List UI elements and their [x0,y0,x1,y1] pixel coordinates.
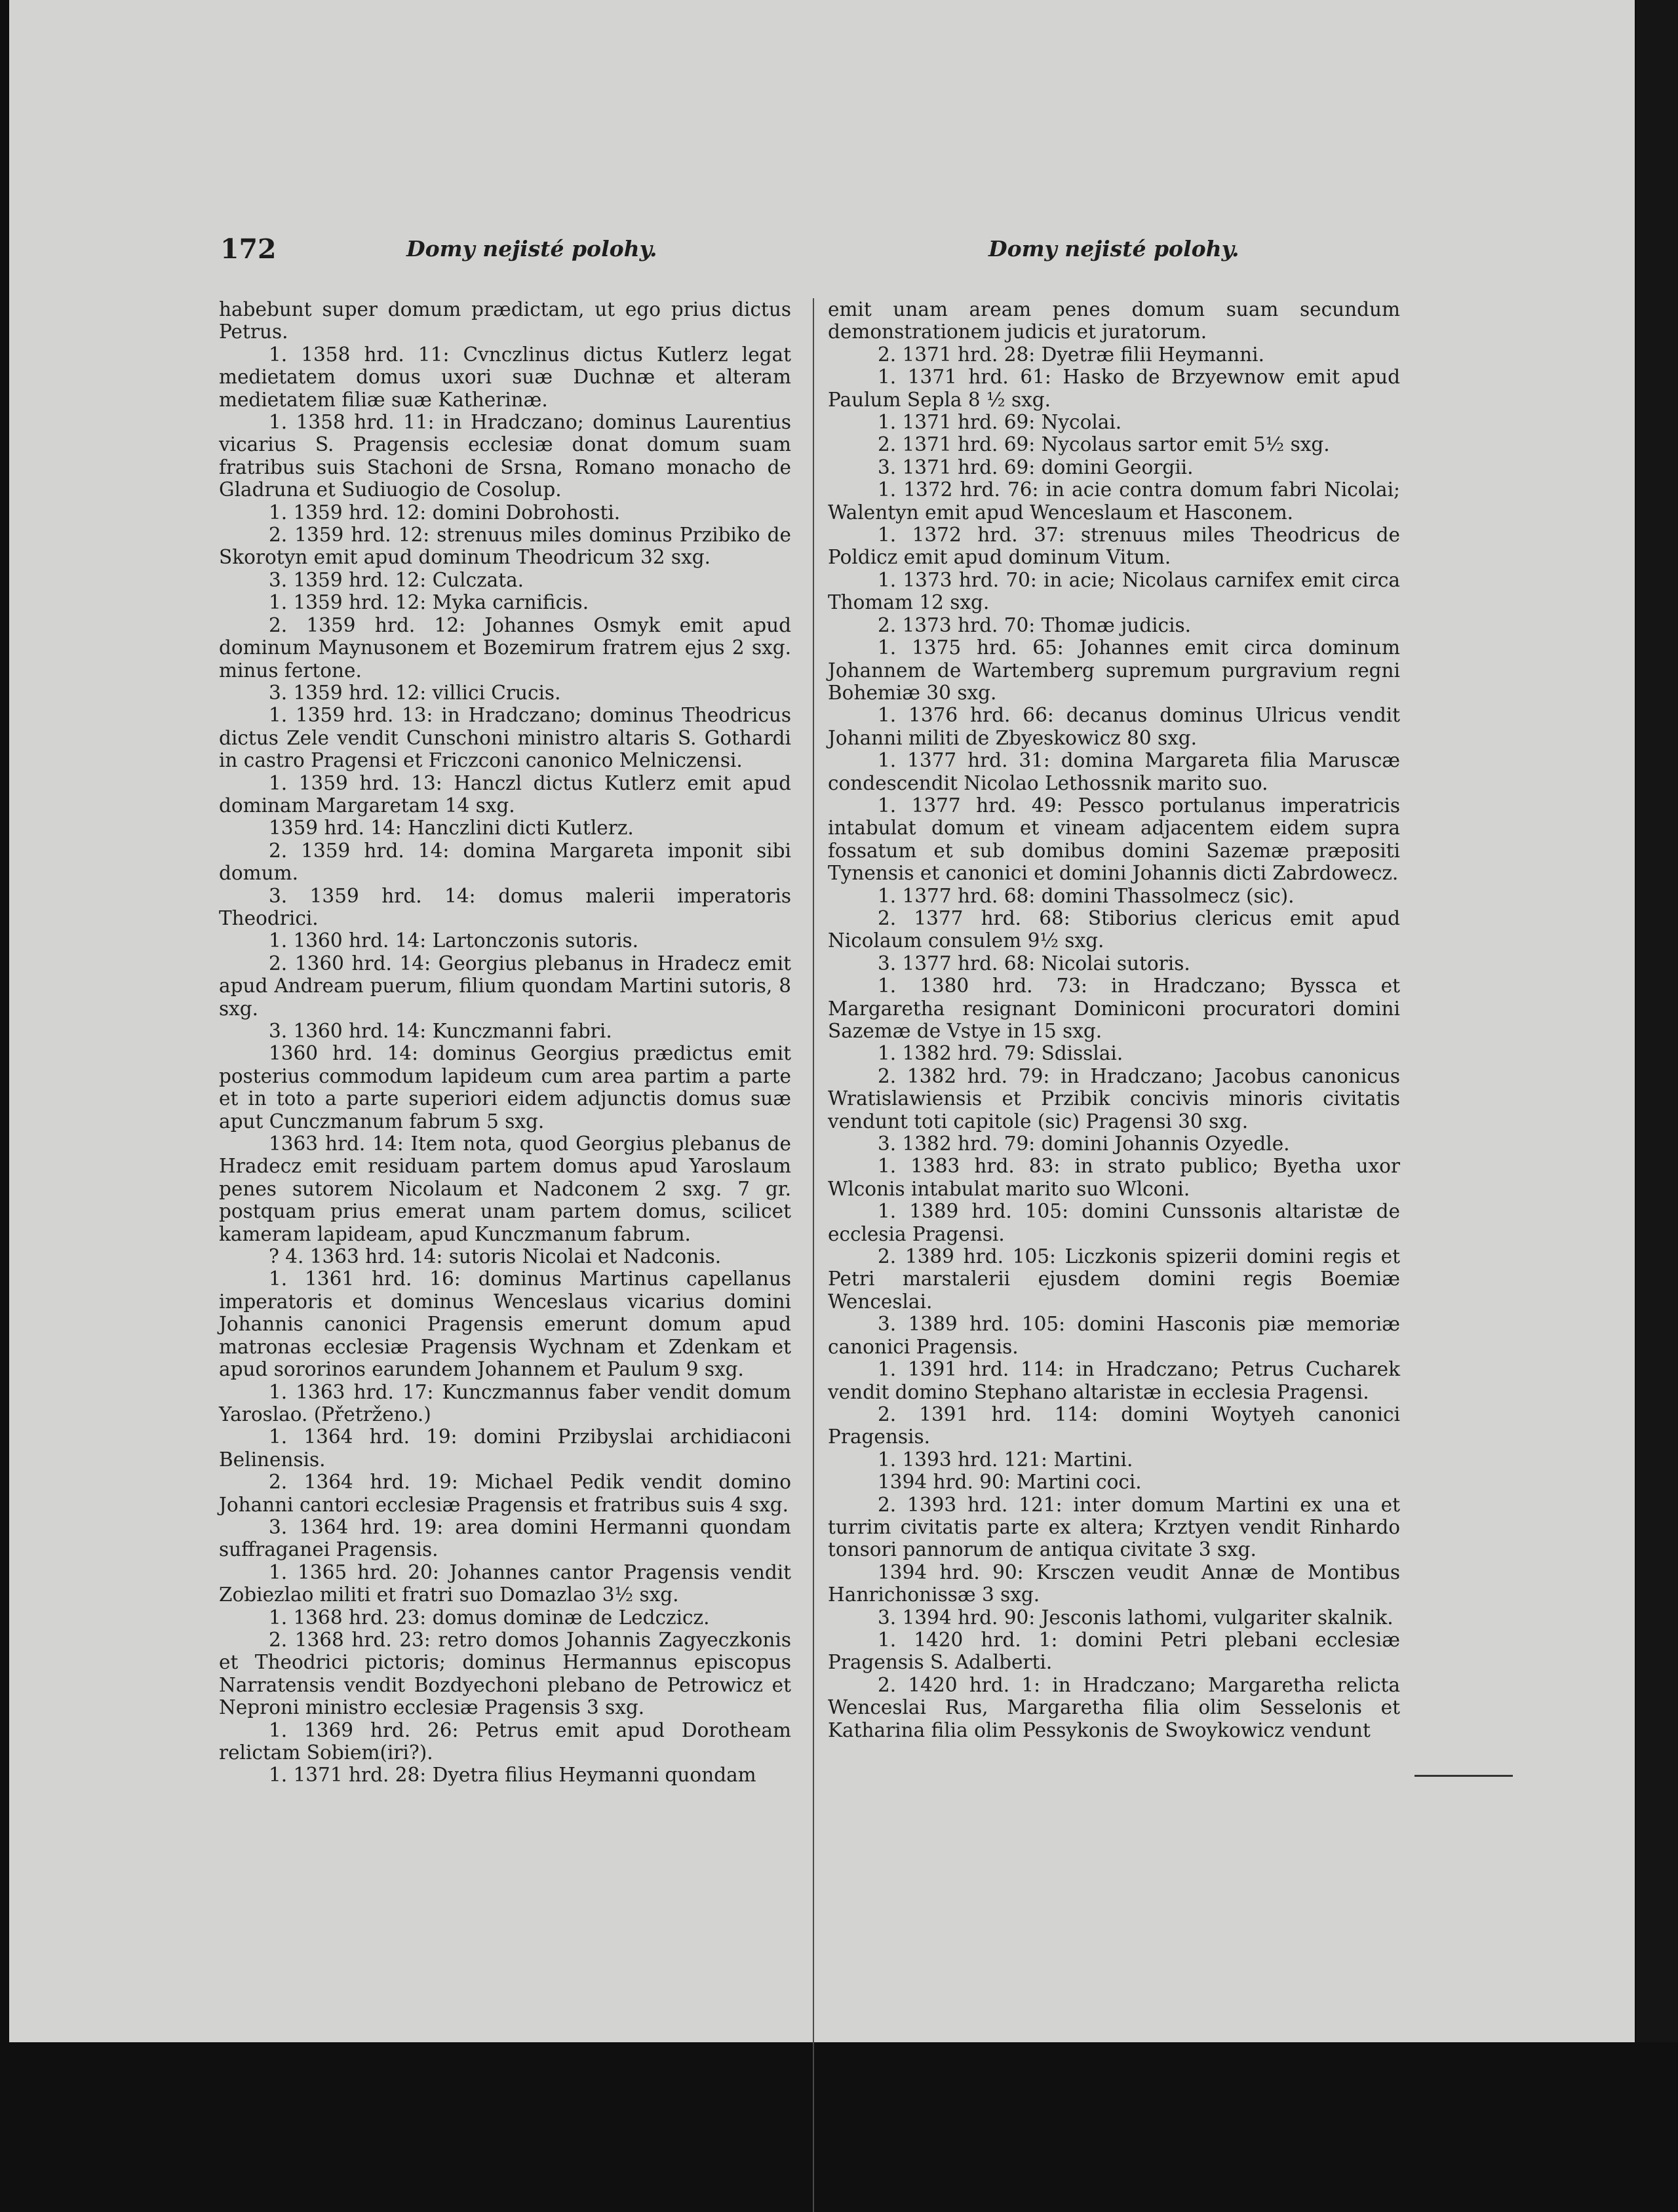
margin-mark [1415,1775,1513,1777]
right-entry: 1. 1393 hrd. 121: Martini. [878,1448,1133,1471]
right-entry: 1. 1383 hrd. 83: in strato publico; Byetha uxor Wlconis intabulat marito suo Wlconi. [828,1155,1400,1200]
right-entry: 2. 1382 hrd. 79: in Hradczano; Jacobus canonicus Wratislawiensis et Przibik concivis minoris civitatis vendunt toti capitole (sic) Pragensi 30 sxg. [828,1064,1400,1133]
left-entry: 3. 1364 hrd. 19: area domini Hermanni quondam suffraganei Pragensis. [219,1515,791,1561]
left-entry: 1359 hrd. 14: Hanczlini dicti Kutlerz. [269,817,634,840]
left-entry: 1. 1360 hrd. 14: Lartonczonis sutoris. [269,929,639,952]
right-entry: 1. 1391 hrd. 114: in Hradczano; Petrus Cucharek vendit domino Stephano altaristæ in ecclesia Pragensi. [828,1358,1400,1403]
left-entry: 2. 1368 hrd. 23: retro domos Johannis Zagyeczkonis et Theodrici pictoris; dominus Hermannus episcopus Narratensis vendit Bozdyechoni plebano de Petrowicz et Neproni ministro ecclesiæ Pragensis 3 sxg. [219,1628,791,1719]
left-entry: 3. 1359 hrd. 12: Culczata. [269,568,524,591]
left-entry: 1. 1358 hrd. 11: in Hradczano; dominus Laurentius vicarius S. Pragensis ecclesiæ donat domum suam fratribus suis Stachoni de Srsna, Romano monacho de Gladruna et Sudiuogio de Cosolup. [219,411,791,501]
right-entry: 2. 1393 hrd. 121: inter domum Martini ex una et turrim civitatis parte ex altera; Krztyen vendit Rinhardo tonsori pannorum de antiqua civitate 3 sxg. [828,1493,1400,1561]
column-divider [813,298,814,2212]
right-entry: 3. 1389 hrd. 105: domini Hasconis piæ memoriæ canonici Pragensis. [828,1313,1400,1358]
right-entry: 2. 1371 hrd. 69: Nycolaus sartor emit 5½ sxg. [878,433,1330,456]
left-entry: 2. 1359 hrd. 12: Johannes Osmyk emit apud dominum Maynusonem et Bozemirum fratrem ejus 2 sxg. minus fertone. [219,613,791,682]
right-entry: 1. 1377 hrd. 31: domina Margareta filia Maruscæ condescendit Nicolao Lethossnik marito suo. [828,749,1400,794]
left-entry: 1360 hrd. 14: dominus Georgius prædictus emit posterius commodum lapideum cum area partim a parte et in toto a parte superiori eidem adjunctis domus suæ aput Cunczmanum fabrum 5 sxg. [219,1042,791,1133]
right-entry: 3. 1377 hrd. 68: Nicolai sutoris. [878,952,1190,975]
right-entry: 3. 1371 hrd. 69: domini Georgii. [878,456,1194,478]
right-entry: 2. 1420 hrd. 1: in Hradczano; Margaretha relicta Wenceslai Rus, Margaretha filia olim Sesselonis et Katharina filia olim Pessykonis de Swoykowicz vendunt [828,1673,1400,1741]
scan-edge [1636,0,1678,2042]
right-entry: 2. 1373 hrd. 70: Thomæ judicis. [878,613,1192,636]
right-entry: 1. 1420 hrd. 1: domini Petri plebani ecclesiæ Pragensis S. Adalberti. [828,1628,1400,1674]
left-entry: 1. 1361 hrd. 16: dominus Martinus capellanus imperatoris et dominus Wenceslaus vicarius domini Johannis canonici Pragensis emerunt domum apud matronas ecclesiæ Pragensis Wychnam et Zdenkam et apud sororinos earundem Johannem et Paulum 9 sxg. [219,1268,791,1381]
left-entry: 3. 1359 hrd. 14: domus malerii imperatoris Theodrici. [219,884,791,929]
left-entry: ? 4. 1363 hrd. 14: sutoris Nicolai et Nadconis. [269,1245,722,1268]
right-entry: 1. 1372 hrd. 37: strenuus miles Theodricus de Poldicz emit apud dominum Vitum. [828,524,1400,569]
right-entry: 1. 1382 hrd. 79: Sdisslai. [878,1042,1123,1065]
left-entry: 2. 1360 hrd. 14: Georgius plebanus in Hradecz emit apud Andream puerum, filium quondam Martini sutoris, 8 sxg. [219,952,791,1020]
left-entry: 1363 hrd. 14: Item nota, quod Georgius plebanus de Hradecz emit residuam partem domus apud Yaroslaum penes sutorem Nicolaum et Nadconem 2 sxg. 7 gr. postquam prius emerat unam partem domus, scilicet kameram lapideam, apud Kunczmanum fabrum. [219,1133,791,1245]
right-entry: 2. 1391 hrd. 114: domini Woytyeh canonici Pragensis. [828,1403,1400,1448]
left-entry: 2. 1364 hrd. 19: Michael Pedik vendit domino Johanni cantori ecclesiæ Pragensis et fratribus suis 4 sxg. [219,1471,791,1516]
left-entry: habebunt super domum prædictam, ut ego prius dictus Petrus. [219,298,791,343]
right-entry: 3. 1382 hrd. 79: domini Johannis Ozyedle. [878,1133,1290,1155]
right-entry: 1. 1371 hrd. 69: Nycolai. [878,411,1122,434]
left-entry: 1. 1359 hrd. 13: Hanczl dictus Kutlerz emit apud dominam Margaretam 14 sxg. [219,771,791,817]
right-entry: 1. 1377 hrd. 49: Pessco portulanus imperatricis intabulat domum et vineam adjacentem eidem supra fossatum et sub domibus domini Sazemæ præpositi Tynensis et canonici et domini Johannis dicti Zabrdowecz. [828,794,1400,885]
left-entry: 1. 1371 hrd. 28: Dyetra filius Heymanni quondam [269,1764,756,1787]
left-entry: 1. 1363 hrd. 17: Kunczmannus faber vendit domum Yaroslao. (Přetrženo.) [219,1380,791,1426]
right-entry: emit unam aream penes domum suam secundum demonstrationem judicis et juratorum. [828,298,1400,343]
right-entry: 1394 hrd. 90: Martini coci. [878,1471,1142,1494]
left-entry: 3. 1360 hrd. 14: Kunczmanni fabri. [269,1020,612,1042]
left-entry: 1. 1365 hrd. 20: Johannes cantor Pragensis vendit Zobiezlao militi et fratri suo Domazlao 3½ sxg. [219,1561,791,1606]
page-number: 172 [220,233,277,265]
left-entry: 1. 1359 hrd. 13: in Hradczano; dominus Theodricus dictus Zele vendit Cunschoni ministro altaris S. Gothardi in castro Pragensi et Friczconi canonico Melniczensi. [219,704,791,772]
right-entry: 3. 1394 hrd. 90: Jesconis lathomi, vulgariter skalnik. [878,1606,1394,1629]
running-head-left: Domy nejisté polohy. [406,236,657,262]
right-entry: 1. 1389 hrd. 105: domini Cunssonis altaristæ de ecclesia Pragensi. [828,1200,1400,1245]
left-entry: 1. 1369 hrd. 26: Petrus emit apud Dorotheam relictam Sobiem(iri?). [219,1718,791,1764]
left-column [219,298,791,1787]
right-entry: 2. 1377 hrd. 68: Stiborius clericus emit apud Nicolaum consulem 9½ sxg. [828,906,1400,952]
left-entry: 1. 1368 hrd. 23: domus dominæ de Ledczicz. [269,1606,710,1629]
right-entry: 1. 1375 hrd. 65: Johannes emit circa dominum Johannem de Wartemberg supremum purgravium regni Bohemiæ 30 sxg. [828,636,1400,704]
right-entry: 1394 hrd. 90: Krsczen veudit Annæ de Montibus Hanrichonissæ 3 sxg. [828,1561,1400,1606]
left-entry: 2. 1359 hrd. 14: domina Margareta imponit sibi domum. [219,839,791,885]
right-entry: 2. 1389 hrd. 105: Liczkonis spizerii domini regis et Petri marstalerii ejusdem domini regis Boemiæ Wenceslai. [828,1245,1400,1313]
left-entry: 1. 1359 hrd. 12: Myka carnificis. [269,591,589,614]
right-entry: 2. 1371 hrd. 28: Dyetræ filii Heymanni. [878,343,1264,366]
left-entry: 1. 1358 hrd. 11: Cvnczlinus dictus Kutlerz legat medietatem domus uxori suæ Duchnæ et alteram medietatem filiæ suæ Katherinæ. [219,343,791,411]
right-column [828,298,1400,1741]
right-entry: 1. 1372 hrd. 76: in acie contra domum fabri Nicolai; Walentyn emit apud Wenceslaum et Hasconem. [828,478,1400,524]
right-entry: 1. 1376 hrd. 66: decanus dominus Ulricus vendit Johanni militi de Zbyeskowicz 80 sxg. [828,704,1400,749]
left-entry: 2. 1359 hrd. 12: strenuus miles dominus Przibiko de Skorotyn emit apud dominum Theodricum 32 sxg. [219,524,791,569]
right-entry: 1. 1377 hrd. 68: domini Thassolmecz (sic). [878,884,1295,907]
left-entry: 1. 1364 hrd. 19: domini Przibyslai archidiaconi Belinensis. [219,1426,791,1471]
left-entry: 1. 1359 hrd. 12: domini Dobrohosti. [269,501,621,524]
right-entry: 1. 1380 hrd. 73: in Hradczano; Byssca et Margaretha resignant Dominiconi procuratori domini Sazemæ de Vstye in 15 sxg. [828,975,1400,1042]
running-head-right: Domy nejisté polohy. [988,236,1239,262]
right-entry: 1. 1373 hrd. 70: in acie; Nicolaus carnifex emit circa Thomam 12 sxg. [828,568,1400,614]
left-entry: 3. 1359 hrd. 12: villici Crucis. [269,681,561,704]
right-entry: 1. 1371 hrd. 61: Hasko de Brzyewnow emit apud Paulum Sepla 8 ½ sxg. [828,366,1400,411]
